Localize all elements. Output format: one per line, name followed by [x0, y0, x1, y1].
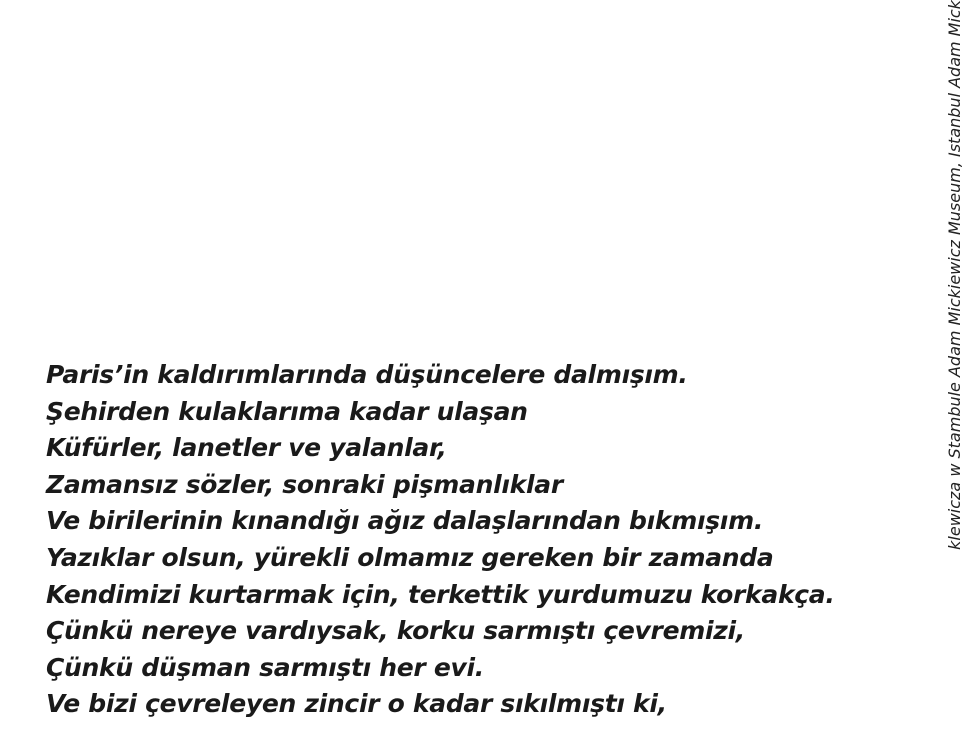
poem-line: Paris’in kaldırımlarında düşüncelere dalmışım. [46, 360, 688, 389]
poem-line: Kendimizi kurtarmak için, terkettik yurdumuzu korkakça. [46, 579, 835, 609]
vertical-side-caption [943, 0, 967, 750]
poem-line: Zamansız sözler, sonraki pişmanlıklar [46, 469, 563, 499]
poem-line: Şehirden kulaklarıma kadar ulaşan [46, 396, 528, 426]
poem-line: Ve bizi çevreleyen zincir o kadar sıkılmıştı ki, [46, 689, 667, 719]
poem-line: Çünkü düşman sarmıştı her evi. [46, 652, 484, 682]
poem-line: Küfürler, lanetler ve yalanlar, [46, 433, 447, 463]
poem-line: Yazıklar olsun, yürekli olmamız gereken bir zamanda [46, 542, 774, 572]
poem-text [46, 357, 835, 723]
side-caption-text: klewicza w Stambule Adam Mickiewicz Museum, Istanbul Adam Mick [945, 0, 964, 550]
poem-line: Ve birilerinin kınandığı ağız dalaşlarından bıkmışım. [46, 506, 764, 536]
poem-line: Çünkü nereye vardıysak, korku sarmıştı çevremizi, [46, 616, 745, 646]
